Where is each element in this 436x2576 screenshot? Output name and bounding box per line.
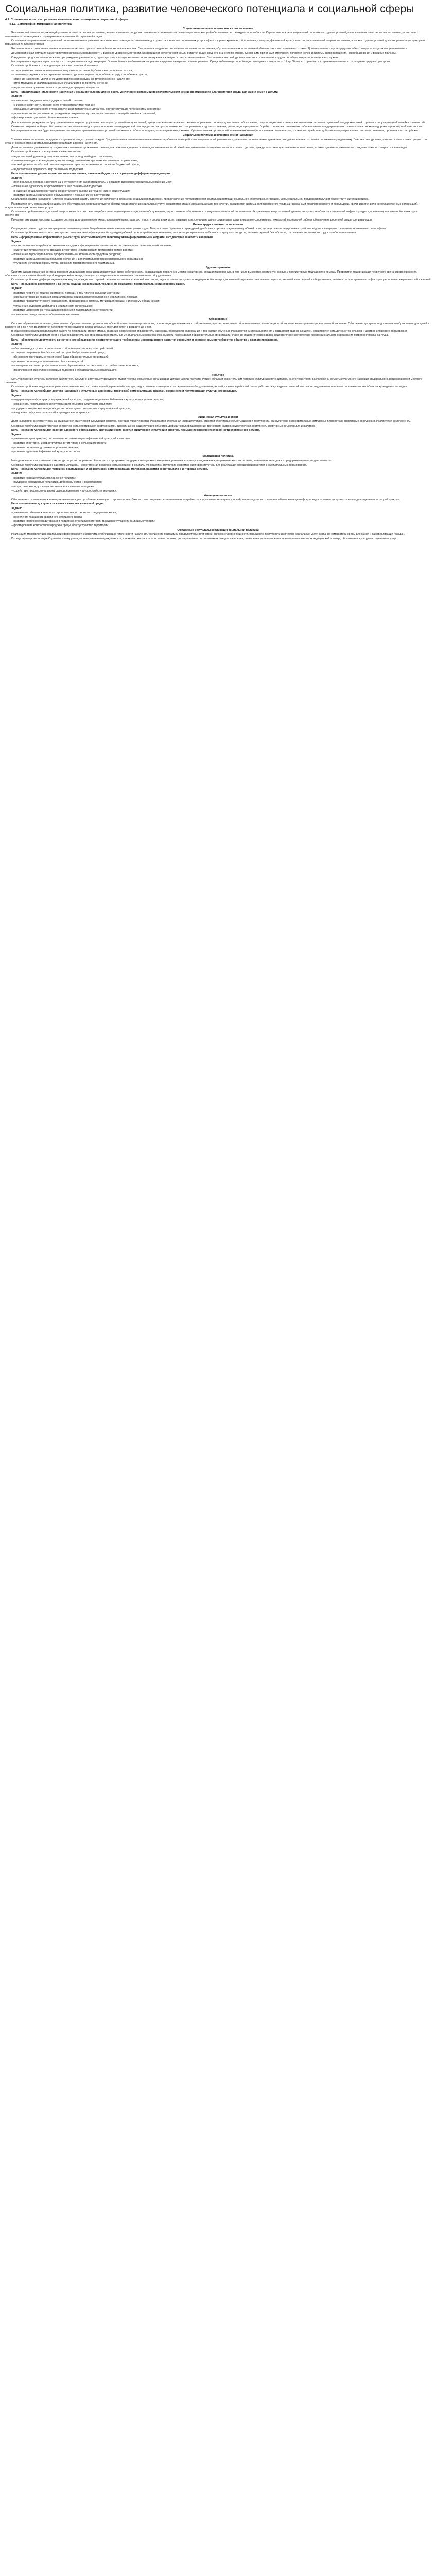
paragraph: – патриотическое и духовно-нравственное воспитание молодежи; [11,485,95,488]
paragraph: – развитие системы подготовки спортивного резерва; [11,446,79,449]
paragraph: Задачи: [11,343,22,346]
paragraph: Задачи: [11,433,22,436]
paragraph: – снижение смертности, прежде всего от предотвратимых причин; [11,103,95,107]
paragraph: – развитие инфраструктуры молодежной политики; [11,476,76,480]
paragraph: В общем образовании продолжается работа по ликвидации второй смены, созданию современной образовательной среды, обновлению содержания и технологий обучения. Развивается система выявления и поддержки одаренных детей, расширяется сеть детских технопарков и центров цифрового образования. [11,330,408,333]
paragraph: – расселение граждан из аварийного жилищного фонда; [11,515,83,519]
paragraph: – увеличение доли граждан, систематически занимающихся физической культурой и спортом; [11,437,131,440]
paragraph: – поддержка творческих инициатив, развитие народного творчества и традиционной культуры; [11,406,131,410]
paragraph: Задачи: [11,95,22,98]
paragraph: – прогнозирование потребности экономики в кадрах и формирование на его основе системы профессионального образования; [11,244,172,248]
paragraph: Цель – создание условий для доступа населения к культурным ценностям, творческой самореализации граждан, сохранение и популяризация культурного наследия. [11,389,237,393]
paragraph: Доля населения, систематически занимающегося физической культурой и спортом, ежегодно увеличивается. Развивается спортивная инфраструктура, строятся спортивные объекты шаговой доступности, физкультурно-оздоровительные комплексы, плоскостные спортивные сооружения. Реализуется комплекс ГТО. [11,420,411,423]
paragraph: Система здравоохранения региона включает медицинские организации различных форм собственности, оказывающие первичную медико-санитарную, специализированную, в том числе высокотехнологичную, скорую и паллиативную медицинскую помощь. Проводится модернизация первичного звена здравоохранения, обновляется парк автомобилей скорой медицинской помощи, оснащаются медицинские организации современным оборудованием. [5,270,417,277]
section-subheading: Здравоохранение [205,266,231,269]
paragraph: – содействие профессиональному самоопределению и трудоустройству молодежи. [11,489,117,493]
paragraph: – развитие ипотечного кредитования и поддержка отдельных категорий граждан в улучшении жилищных условий; [11,519,155,523]
paragraph: – привлечение и закрепление молодых педагогов в образовательных организациях. [11,368,117,372]
paragraph: – повышение рождаемости и поддержка семей с детьми; [11,99,83,103]
paragraph: Основные проблемы: дефицит мест в общеобразовательных организациях в отдельных муниципальных образованиях, высокий износ зданий образовательных организаций, старение педагогических кадров, недостаточное соответствие профессионального образования потребностям рынка труда. [11,334,389,337]
paragraph: Задачи: [11,506,22,510]
paragraph: – повышение территориальной и профессиональной мобильности трудовых ресурсов; [11,253,121,257]
section-subheading: Молодежная политика [202,455,234,459]
paragraph: Цель – стабилизация численности населения и создание условий для ее роста, увеличение ожидаемой продолжительности жизни, формирование благоприятной среды для жизни семей с детьми. [11,90,279,94]
paragraph: Численность постоянного населения на начало отчетного года составила более миллиона человек. Сохраняется тенденция сокращения численности населения, обусловленная как естественной убылью, так и миграционным оттоком. Доля населения старше трудоспособного возраста продолжает увеличиваться. [11,47,408,50]
paragraph: – развитие спортивной инфраструктуры, в том числе в сельской местности; [11,442,107,445]
paragraph: Задачи: [11,394,22,397]
document-body [5,31,431,541]
paragraph: Основные проблемы: неудовлетворительное техническое состояние зданий учреждений культуры, недостаточная оснащенность современным оборудованием, низкий уровень заработной платы работников культуры в сельской местности, неудовлетворительное состояние многих объектов культурного наследия. [11,385,408,388]
paragraph: Обеспеченность населения жильем увеличивается, растут объемы жилищного строительства. Вместе с тем сохраняется значительная потребность в улучшении жилищных условий, высокая доля ветхого и аварийного жилищного фонда, недостаточная доступность жилья для отдельных категорий граждан. [11,498,400,501]
section-heading: 4.1. Социальная политика, развитие человеческого потенциала и социальной сферы [5,18,128,21]
paragraph: Основными направлениями социальной политики являются развитие человеческого потенциала, повышение доступности и качества социальных услуг в сферах здравоохранения, образования, культуры, физической культуры и спорта, социальной защиты населения, а также создание условий для самореализации граждан и повышения их благосостояния. [5,39,425,46]
paragraph: – внедрение цифровых технологий в культурное пространство. [11,411,91,415]
paragraph: Задачи: [11,176,22,180]
paragraph: Основными проблемами социальной защиты являются: высокая потребность в стационарном социальном обслуживании, недостаточная обеспеченность кадрами организаций социального обслуживания, недостаточный уровень доступности объектов социальной инфраструктуры для инвалидов и маломобильных групп населения. [5,210,418,217]
paragraph: Снижение смертности будет обеспечено за счет повышения доступности и качества медицинской помощи, развития профилактического направления в здравоохранении, реализации программ по борьбе с социально значимыми заболеваниями, предупреждению травматизма и снижению дорожно-транспортной смертности. [11,125,423,128]
paragraph: – улучшение условий и охраны труда, снижение производственного травматизма. [11,261,115,265]
paragraph: – развитие первичной медико-санитарной помощи, в том числе в сельской местности; [11,291,120,295]
paragraph: – развитие адаптивной физической культуры и спорта. [11,450,81,454]
section-subheading: Образование [208,317,228,321]
paragraph: Цель – повышение доступности и качества медицинской помощи, увеличение ожидаемой продолжительности здоровой жизни. [11,282,185,286]
paragraph: Демографическая ситуация характеризуется снижением рождаемости и высоким уровнем смертности. Коэффициент естественной убыли остается выше среднего значения по стране. Основными причинами смертности являются болезни системы кровообращения, новообразования и внешние причины. [11,52,397,55]
paragraph: – обновление материально-технической базы образовательных организаций; [11,355,109,359]
paragraph: – рост реальных доходов населения за счет увеличения заработной платы и создания высокопроизводительных рабочих мест; [11,180,172,184]
paragraph: – сокращение миграционного оттока населения и привлечение мигрантов, соответствующих потребностям экономики; [11,108,161,111]
paragraph: Сеть учреждений культуры включает библиотеки, культурно-досуговые учреждения, музеи, театры, концертные организации, детские школы искусств. Регион обладает значительным историко-культурным потенциалом, на его территории расположены объекты культурного наследия федерального, регионального и местного значения. [5,377,422,384]
paragraph: – развитие системы социального обслуживания и повышение ее доступности. [11,194,111,197]
paragraph: – совершенствование оказания специализированной и высокотехнологичной медицинской помощи; [11,295,138,299]
paragraph: Задачи: [11,287,22,291]
paragraph: Цель – повышение уровня и качества жизни населения, снижение бедности и сокращение дифференциации доходов. [11,172,171,176]
paragraph: Человеческий капитал, отражающий уровень и качество жизни населения, является главным ресурсом социально-экономического развития региона, который обеспечивает его конкурентоспособность. Стратегическая цель социальной политики – создание условий для повышения качества жизни населения, развития его человеческого потенциала и формирования гармоничной социальной среды. [5,31,418,39]
paragraph: – создание современной и безопасной цифровой образовательной среды; [11,351,106,354]
paragraph: – развитие цифрового контура здравоохранения и телемедицинских технологий; [11,309,113,312]
paragraph: – обеспечение доступности дошкольного образования для всех категорий детей; [11,347,114,350]
paragraph: К концу периода реализации Стратегии планируется достичь увеличения рождаемости, снижения смертности от основных причин, роста реальных располагаемых доходов населения, повышения удовлетворенности населения качеством медицинской помощи, образования, культуры и социальных услуг. [11,537,397,540]
subsubsection-heading: Социальная политика и качество жизни населения [182,27,254,30]
paragraph: – отток молодежи и квалифицированных специалистов за пределы региона; [11,82,108,85]
paragraph: – внедрение социального контракта как инструмента выхода из трудной жизненной ситуации; [11,189,130,193]
paragraph: – сохранение, использование и популяризация объектов культурного наследия; [11,402,112,406]
paragraph: – модернизация инфраструктуры учреждений культуры, создание модельных библиотек и культурно-досуговых центров; [11,398,164,402]
paragraph: Доля населения с денежными доходами ниже величины прожиточного минимума снижается, однако остается достаточно высокой. Наиболее уязвимыми категориями являются семьи с детьми, прежде всего многодетные и неполные семьи, а также одиноко проживающие граждане пожилого возраста и инвалиды. [11,146,408,149]
paragraph: – содействие трудоустройству граждан, в том числе испытывающих трудности в поиске работы; [11,248,133,252]
paragraph: Приоритетами развития станут создание системы долговременного ухода, повышение качества и доступности социальных услуг, развитие конкуренции на рынке социальных услуг, внедрение современных технологий социальной работы, обеспечение доступной среды для инвалидов. [11,218,373,222]
paragraph: – недостаточный уровень доходов населения, высокая доля бедного населения; [11,155,113,158]
paragraph: – формирование здорового образа жизни населения. [11,116,79,120]
paragraph: Цель – обеспечение доступности качественного образования, соответствующего требованиям инновационного развития экономики и современным потребностям общества и каждого гражданина. [11,338,278,342]
paragraph: Основные проблемы: несоответствие профессионально-квалификационной структуры рабочей силы потребностям экономики, низкая территориальная мобильность трудовых ресурсов, наличие скрытой безработицы, сокращение численности трудоспособного населения. [11,231,357,235]
paragraph: Миграционная политика будет направлена на создание привлекательных условий для жизни и работы молодежи, возвращение выпускников образовательных организаций, привлечение квалифицированных специалистов, а также на содействие добровольному переселению соотечественников, проживающих за рубежом. [11,129,420,133]
paragraph: – развитие системы дополнительного образования детей; [11,360,84,363]
paragraph: – развитие профилактического направления, формирование системы мотивации граждан к здоровому образу жизни; [11,300,160,303]
paragraph: – формирование комфортной городской среды, благоустройство территорий. [11,524,109,528]
paragraph: Развивается сеть организаций социального обслуживания, совершенствуются формы предоставления социальных услуг, внедряются стационарозамещающие технологии, развивается система долговременного ухода за гражданами пожилого возраста и инвалидами. Увеличивается доля негосударственных организаций, предоставляющих социальные услуги. [5,202,418,209]
section-subheading: Культура [212,373,224,377]
paragraph: – старение населения, увеличение демографической нагрузки на трудоспособное население; [11,77,130,81]
paragraph: Основные проблемы: миграционный отток молодежи, недостаточная вовлеченность молодежи в социальную практику, отсутствие современной инфраструктуры для реализации молодежной политики в муниципальных образованиях. [11,463,307,467]
paragraph: Цель – создание условий для ведения здорового образа жизни, систематических занятий физической культурой и спортом, повышение конкурентоспособности спортсменов региона. [11,429,260,432]
paragraph: Основные проблемы в сфере уровня и качества жизни: [11,150,81,154]
paragraph: – недостаточная привлекательность региона для трудовых мигрантов. [11,86,100,90]
paragraph: – низкий уровень заработной платы в отдельных отраслях экономики, в том числе бюджетной сферы; [11,163,141,167]
paragraph: Задачи: [11,472,22,476]
paragraph: Основные проблемы в сфере демографии и миграционной политики: [11,64,99,68]
paragraph: – развитие системы профессионального обучения и дополнительного профессионального образования; [11,257,144,261]
paragraph: Социальная защита населения. Система социальной защиты населения включает в себя меры социальной поддержки, предоставление государственной социальной помощи, социальное обслуживание граждан. Меры социальной поддержки получают более трети жителей региона. [11,198,369,201]
paragraph: – укрепление института семьи, возрождение и сохранение духовно-нравственных традиций семейных отношений; [11,112,156,115]
paragraph: Цель – повышение доступности жилья и качества жилищной среды. [11,502,104,506]
paragraph: – увеличение объемов жилищного строительства, в том числе стандартного жилья; [11,511,117,515]
paragraph: Основные проблемы: дефицит медицинских кадров, прежде всего врачей первичного звена и в сельской местности; недостаточная доступность медицинской помощи для жителей отдаленных населенных пунктов; высокий износ зданий и оборудования; высокая распространенность факторов риска неинфекционных заболеваний. [11,278,431,282]
page-title: Социальная политика, развитие человеческого потенциала и социальной сферы [5,3,414,15]
paragraph: – приведение системы профессионального образования в соответствие с потребностями экономики; [11,364,139,368]
paragraph: Для повышения рождаемости будут реализованы меры по улучшению жилищных условий молодых семей, предоставлению материнского капитала, развитию системы дошкольного образования, сопровождающиеся совершенствованием системы социальной поддержки семей с детьми и популяризацией семейных ценностей. [11,121,426,124]
subsection-heading: 4.1.1. Демография, миграционная политика [9,23,72,26]
paragraph: – повышение лекарственного обеспечения населения. [11,313,80,316]
paragraph: – повышение адресности и эффективности мер социальной поддержки; [11,185,103,189]
paragraph: Задачи: [11,240,22,243]
section-subheading: Физическая культура и спорт [198,416,238,419]
paragraph: – значительная дифференциация доходов между различными группами населения и территориями; [11,159,138,162]
paragraph: Система образования включает дошкольные образовательные организации, общеобразовательные организации, организации дополнительного образования, профессиональные образовательные организации и образовательные организации высшего образования. Обеспечена доступность дошкольного образования для детей в возрасте от 3 до 7 лет, реализуются мероприятия по созданию дополнительных мест для детей в возрасте до 3 лет. [5,321,429,329]
section-subheading: Рынок труда и занятость населения [193,223,243,226]
paragraph: Уровень жизни населения определяется прежде всего доходами граждан. Среднемесячная номинальная начисленная заработная плата работников организаций увеличилась, реальные располагаемые денежные доходы населения сохраняют положительную динамику. Вместе с тем уровень доходов остается ниже среднего по стране, сохраняется значительная дифференциация доходов населения. [5,138,427,145]
paragraph: Цель – создание условий для успешной социализации и эффективной самореализации молодежи, развития ее потенциала в интересах региона. [11,467,208,471]
paragraph: Цель – формирование эффективного рынка труда, обеспечивающего экономику квалифицированными кадрами, и содействие занятости населения. [11,235,214,239]
paragraph: – недостаточная адресность мер социальной поддержки. [11,167,84,171]
paragraph: Ситуация на рынке труда характеризуется снижением уровня безработицы и напряженности на рынке труда. Вместе с тем сохраняется структурный дисбаланс спроса и предложения рабочей силы, дефицит квалифицированных рабочих кадров и специалистов инженерно-технического профиля. [11,227,387,230]
paragraph: – снижение рождаемости и сохранение высокого уровня смертности, особенно в трудоспособном возрасте; [11,73,148,77]
section-subheading: Социальная политика и качество жизни населения [182,134,254,138]
paragraph: Молодежь является стратегическим ресурсом развития региона. Реализуются программы поддержки молодежных инициатив, развития волонтерского движения, патриотического воспитания, вовлечения молодежи в предпринимательскую деятельность. [11,459,332,463]
paragraph: – сокращение численности населения вследствие естественной убыли и миграционного оттока; [11,69,133,72]
paragraph: Основные проблемы: недостаточная обеспеченность спортивными сооружениями, высокий износ существующих объектов, дефицит квалифицированных тренерских кадров, недостаточная доступность спортивных объектов для инвалидов. [11,424,316,428]
paragraph: – поддержка молодежных инициатив, добровольчества и волонтерства; [11,481,102,484]
section-subheading: Жилищная политика [203,494,233,497]
section-subheading: Ожидаемые результаты реализации социальной политики [177,529,259,532]
paragraph: Реализация мероприятий в социальной сфере позволит обеспечить стабилизацию численности населения, увеличение ожидаемой продолжительности жизни, снижение уровня бедности, повышение доступности и качества социальных услуг, создание комфортной среды для жизни и самореализации граждан. [11,533,405,536]
paragraph: Миграционная ситуация характеризуется отрицательным сальдо миграции. Основной поток выбывающих направлен в крупные центры и соседние регионы. Среди выбывающих преобладает молодежь в возрасте от 17 до 30 лет, что приводит к старению населения и сокращению трудовых ресурсов. [11,60,391,64]
paragraph: Ожидаемая продолжительность жизни при рождении увеличилась, однако разрыв в продолжительности жизни мужчин и женщин остается значительным. Сохраняется высокий уровень смертности населения в трудоспособном возрасте, прежде всего мужчин. [11,56,339,59]
paragraph: – устранение кадрового дефицита в медицинских организациях; [11,304,93,308]
